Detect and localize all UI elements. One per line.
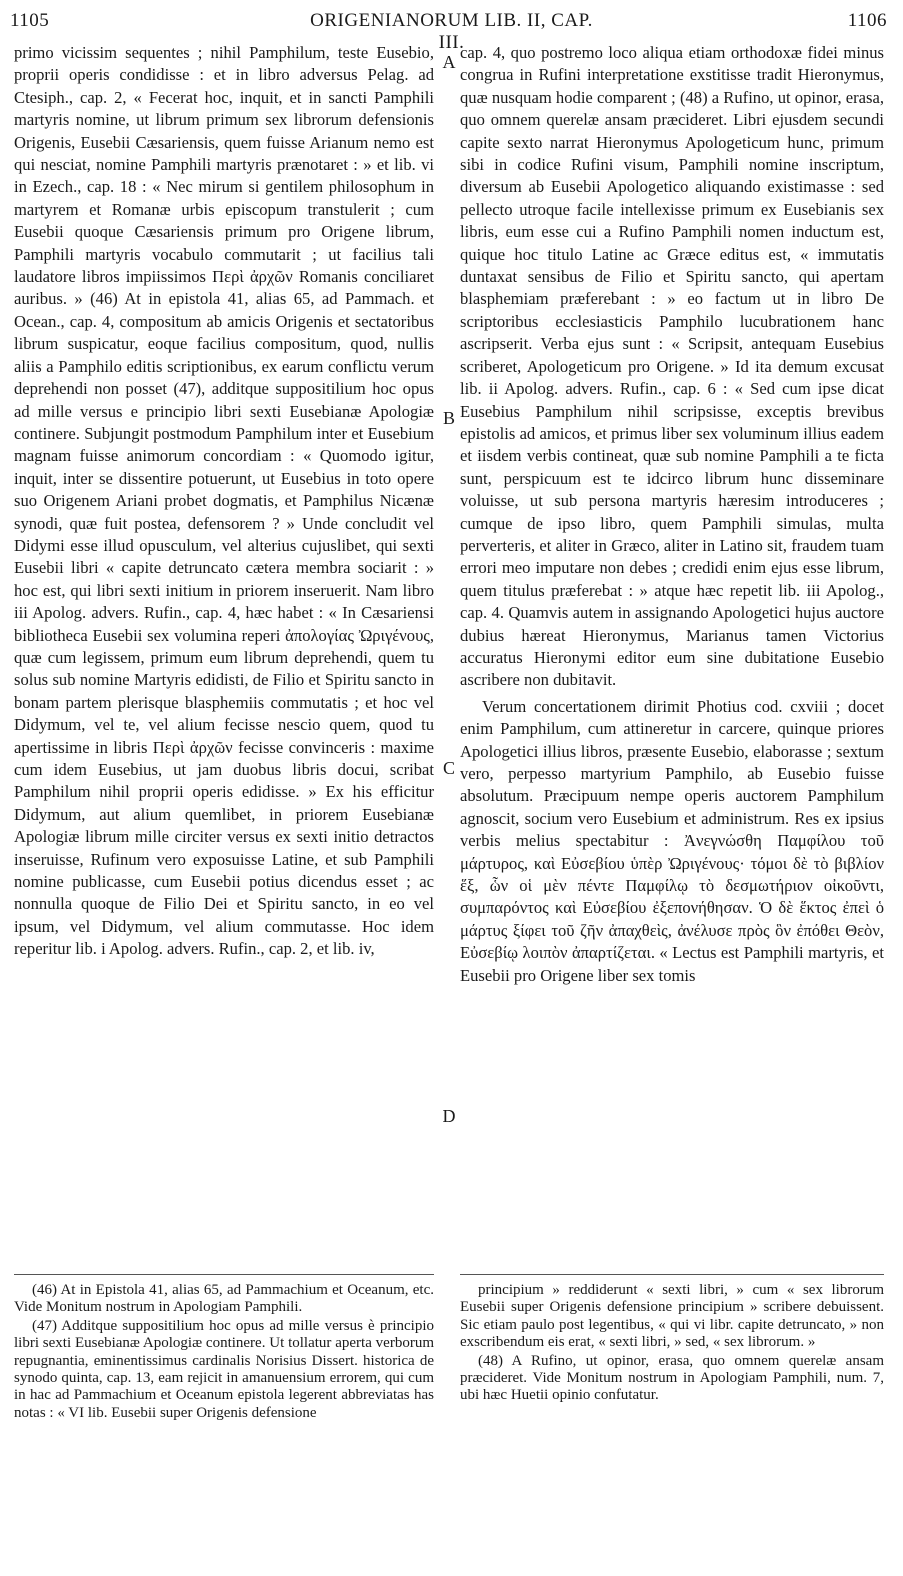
page-number-left: 1105 xyxy=(10,10,50,31)
margin-marker-d: D xyxy=(442,1106,456,1126)
footnote: (48) A Rufino, ut opinor, erasa, quo omnem querelæ ansam præcideret. Vide Monitum nostrum in Apologiam Pamphili, num. 7, ubi hæc Huetii opinio confutatur. xyxy=(460,1352,884,1404)
margin-marker-a: A xyxy=(442,52,456,72)
footnote: (47) Additque suppositilium hoc opus ad mille versus è principio libri sexti Eusebianæ Apologiæ continere. Ut tollatur aperta verborum repugnantia, eminentissimus cardinalis Norisius Dissert. historica de synodo quinta, cap. 13, eam rejicit in amanuensium errorem, qui cum in hac ad Pammachium et Oceanum epistola legerent abbreviatas has notas : « VI lib. Eusebii super Origenis defensione xyxy=(14,1317,434,1421)
right-paragraph: cap. 4, quo postremo loco aliqua etiam orthodoxæ fidei minus congrua in Rufini interpretatione exstitisse tradit Hieronymus, quæ nusquam hodie comparent ; (48) a Rufino, ut opinor, erasa, quo omnem querelæ ansam præcideret. Libri ejusdem secundi capite sexto narrat Hieronymus Apologeticum hunc, primum sibi in codice Rufini visum, Pamphili nomine inscriptum, diversum ab Eusebii Apologetico aliquando existimasse : sed pellecto utroque facile intellexisse primum ex Eusebianis sex libris, eum esse cui a Rufino Pamphili nomen inductum est, quique hoc titulo Latine ac Græce editus est, « immutatis duntaxat sensibus de Filio et Spiritu sancto, qui apertam blasphemiam præferebant : » eo factum ut in libro De scriptoribus ecclesiasticis Pamphilo lucubrationem hanc ascripserit. Verba ejus sunt : « Scripsit, antequam Eusebius scriberet, Apologeticum pro Origene. » Id ita demum excusat lib. ii Apolog. advers. Rufin., cap. 6 : « Sed cum ipse dicat Eusebius Pamphilum nihil scripsisse, exceptis brevibus epistolis ad amicos, et primus liber sex voluminum illius eadem et iisdem verbis contineat, quæ sub nomine Pamphili a te ficta sunt, perspicuum est te idcirco librum hunc disseminare voluisse, ut sub persona martyris hæresim introduceres ; cumque de ipso libro, quem Pamphili simulas, multa perverteris, et aliter in Græco, aliter in Latino sit, fraudem tuam errori meo imputare non debes ; credidi enim ejus esse librum, quem titulus præferebat : » atque hæc repetit lib. iii Apolog., cap. 4. Quamvis autem in assignando Apologetici hujus auctore dubius hæreat Hieronymus, Marianus tamen Victorius accuratus Hieronymi editor eum sine dubitatione Eusebio ascribere non dubitavit. xyxy=(460,43,884,690)
running-title: ORIGENIANORUM LIB. II, CAP. III. xyxy=(310,10,593,53)
footnotes-right xyxy=(460,1282,884,1406)
footnote-separator-right xyxy=(460,1274,884,1275)
left-paragraph: primo vicissim sequentes ; nihil Pamphilum, teste Eusebio, proprii operis condidisse : et in libro adversus Pelag. ad Ctesiph., cap. 2, « Fecerat hoc, inquit, et in sancti Pamphili martyris nomine, ut librum primum sex librorum defensionis Origenis, Eusebii Cæsariensis, quem fuisse Arianum nemo est qui nesciat, nomine Pamphili martyris prænotaret : » et lib. vi in Ezech., cap. 18 : « Nec mirum si gentilem philosophum in martyrem et Romanæ urbis episcopum transtulerit ; cum Eusebii quoque Cæsariensis primum pro Origene librum, Pamphili martyris vocabulo commutarit ; ut facilius tali laudatore libros impiissimos Περὶ ἀρχῶν Romanis conciliaret auribus. » (46) At in epistola 41, alias 65, ad Pammach. et Ocean., cap. 4, compositum ab amicis Origenis et sectatoribus librum suspicatur, eoque facilius compositum, quod, nullis aliis a Pamphilo editis scriptionibus, ex earum conflictu verum deprehendi non posset (47), additque suppositilium hoc opus ad mille versus e principio libri sexti Eusebianæ Apologiæ continere. Subjungit postmodum Pamphilum inter et Eusebium magnam fuisse animorum concordiam : « Quomodo igitur, inquit, inter se dissentire potuerunt, ut Eusebius in toto opere suo Origenem Ariani probet dogmatis, et Pamphilus Nicænæ synodi, quæ fuit postea, defensorem ? » Unde concludit vel Didymi esse illud opusculum, vel alterius cujuslibet, qui sexti Eusebii libri « capite detruncato cætera membra sociarit : » hoc est, qui libri sexti initium in priorem inseruerit. Nam libro iii Apolog. advers. Rufin., cap. 4, hæc habet : « In Cæsariensi bibliotheca Eusebii sex volumina reperi ἀπολογίας Ὠριγένους, quæ cum legissem, primum eum librum deprehendi, quem tu solus sub nomine Martyris edidisti, de Filio et Spiritu sancto in bonam partem plerisque blasphemiis commutatis ; et hoc vel Didymum, vel te, vel alium fecisse nescio quem, quod tu apertissime in libris Περὶ ἀρχῶν fecisse convinceris : maxime cum idem Eusebius, ut jam duobus libris docui, scribat Pamphilum nihil proprii operis edidisse. » Ex his efficitur Didymum, aut alium quemlibet, in priorem Eusebianæ Apologiæ librum mille circiter versus ex sexti initio detractos inseruisse, Rufinum vero exposuisse Latine, et sub Pamphili nomine publicasse, cum Eusebii potius dicendus esset ; ac nonnulla quoque de Filio Dei et Spiritu sancto, in eo vel ipsum, vel Didymum, vel alium commutasse. Hoc idem reperitur lib. i Apolog. advers. Rufin., cap. 2, et lib. iv, xyxy=(14,43,434,959)
footnotes-left xyxy=(14,1282,434,1423)
right-text-column xyxy=(460,42,884,987)
footnote: (46) At in Epistola 41, alias 65, ad Pammachium et Oceanum, etc. Vide Monitum nostrum in Apologiam Pamphili. xyxy=(14,1282,434,1316)
margin-marker-b: B xyxy=(442,408,455,428)
footnote-separator-left xyxy=(14,1274,434,1275)
footnote: principium » reddiderunt « sexti libri, » cum « sex librorum Eusebii super Origenis defensione principium » scribere debuissent. Sic etiam paulo post legentibus, « qui vi libr. capite detruncato, » non exscribendum eis erat, « sexti libri, » sed, « sex librorum. » xyxy=(460,1282,884,1351)
page-number-right: 1106 xyxy=(847,10,887,31)
right-paragraph: Verum concertationem dirimit Photius cod. cxviii ; docet enim Pamphilum, cum attineretur in carcere, quinque priores Apologetici illius libros, præsente Eusebio, elaborasse ; sextum vero, perpesso martyrium Pamphilo, ab Eusebio fuisse absolutum. Præcipuum nempe operis auctorem Pamphilum agnoscit, socium vero Eusebium et administrum. Res ex ipsius verbis melius spectabitur : Ἀνεγνώσθη Παμφίλου τοῦ μάρτυρος, καὶ Εὐσεβίου ὑπὲρ Ὠριγένους· τόμοι δὲ τὸ βιβλίον ἕξ, ὧν οἱ μὲν πέντε Παμφίλῳ τὸ δεσμωτήριον οἰκοῦντι, συμπαρόντος καὶ Εὐσεβίου ἐξεπονήθησαν. Ὁ δὲ ἕκτος ἐπεὶ ὁ μάρτυς ξίφει τοῦ ζῆν ἀπαχθεὶς, ἀνέλυσε πρὸς ὃν ἐπόθει Θεὸν, Εὐσεβίῳ λοιπὸν ἀπαρτίζεται. « Lectus est Pamphili martyris, et Eusebii pro Origene liber sex tomis xyxy=(460,696,884,985)
margin-marker-c: C xyxy=(442,758,455,778)
left-text-column xyxy=(14,42,434,961)
